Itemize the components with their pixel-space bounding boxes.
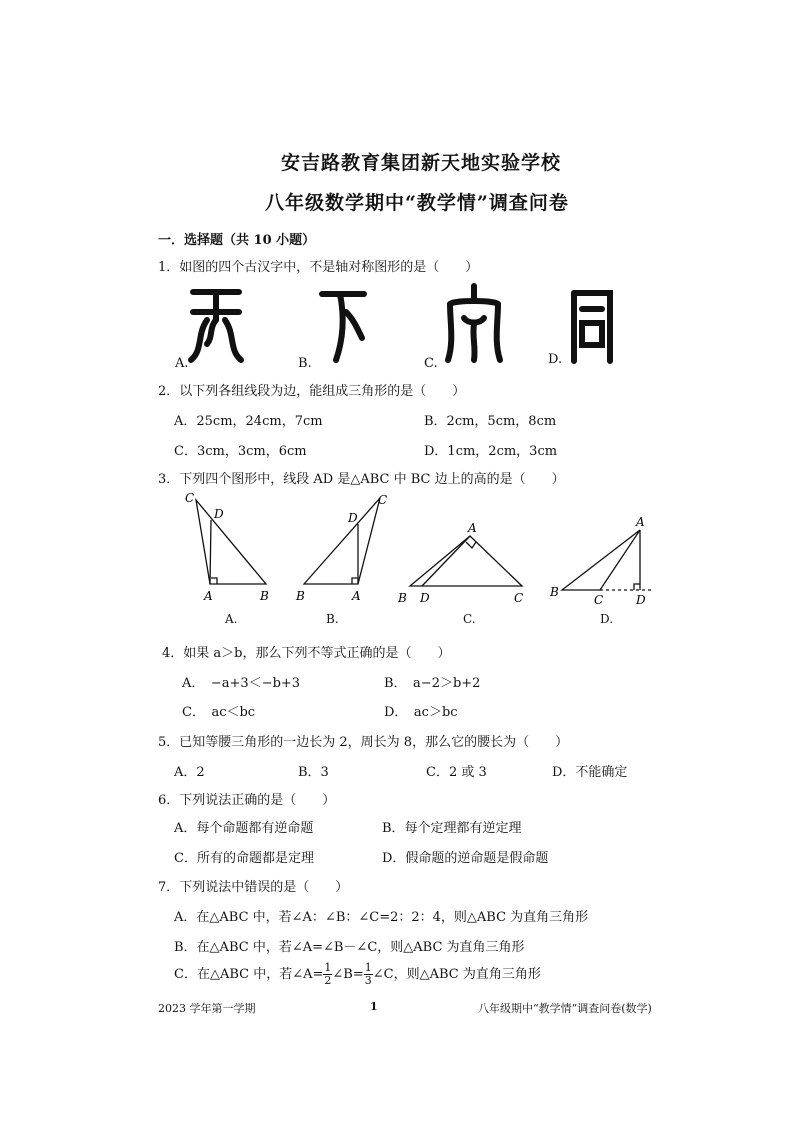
q4-option-c: C． ac＜bc — [182, 705, 256, 720]
q3-option-c: C. — [463, 612, 476, 626]
q2-option-d: D．1cm，2cm，3cm — [424, 444, 558, 459]
q7-c-post: ∠C，则△ABC 为直角三角形 — [372, 967, 541, 982]
fig-c-label-b: B — [398, 591, 407, 605]
q2-option-b: B．2cm，5cm，8cm — [424, 414, 557, 429]
fig-c-label-d: D — [420, 591, 430, 605]
question-2-stem: 2．以下列各组线段为边，能组成三角形的是（ ） — [158, 384, 466, 399]
q3-figure-d — [546, 514, 658, 606]
frac2-denominator: 3 — [364, 974, 372, 987]
q3-option-d: D. — [600, 612, 614, 626]
fig-a-label-d: D — [214, 507, 224, 521]
question-5-stem: 5．已知等腰三角形的一边长为 2，周长为 8，那么它的腰长为（ ） — [158, 735, 569, 750]
q5-option-c: C．2 或 3 — [426, 765, 487, 780]
fraction-one-third — [364, 962, 373, 987]
footer-term: 2023 学年第一学期 — [158, 1002, 256, 1015]
q3-option-a: A. — [225, 612, 238, 626]
fig-a-label-b: B — [260, 589, 269, 603]
question-4-stem: 4．如果 a＞b，那么下列不等式正确的是（ ） — [162, 646, 451, 661]
q4-option-b: B． a−2＞b+2 — [384, 676, 481, 691]
fig-c-label-a: A — [468, 521, 477, 535]
q1-option-a: A. — [175, 356, 189, 371]
fig-d-label-c: C — [594, 593, 604, 606]
frac1-denominator: 2 — [324, 974, 332, 987]
q7-c-mid: ∠B= — [332, 967, 364, 982]
q5-option-a: A．2 — [174, 765, 205, 780]
frac2-numerator: 1 — [364, 961, 372, 974]
q5-option-d: D．不能确定 — [552, 765, 628, 780]
fig-d-label-a: A — [636, 515, 645, 529]
q7-c-pre: C．在△ABC 中，若∠A= — [174, 967, 324, 982]
q6-option-d: D．假命题的逆命题是假命题 — [382, 851, 549, 866]
school-name: 安吉路教育集团新天地实验学校 — [281, 152, 562, 174]
fig-b-label-c: C — [378, 493, 388, 507]
ancient-glyph-tong-icon — [568, 285, 616, 365]
question-6-stem: 6．下列说法正确的是（ ） — [158, 793, 336, 808]
ancient-glyph-tian-icon — [185, 282, 247, 364]
exam-title: 八年级数学期中“教学情”调查问卷 — [265, 192, 569, 214]
q3-figure-c — [396, 518, 536, 606]
fig-a-label-c: C — [185, 491, 195, 505]
q1-option-c: C. — [424, 356, 438, 371]
fig-a-label-a: A — [204, 589, 213, 603]
q5-option-b: B．3 — [298, 765, 329, 780]
section-title: 一．选择题（共 10 小题） — [158, 233, 316, 248]
ancient-glyph-xia-icon — [318, 282, 368, 364]
q7-option-c — [174, 962, 541, 987]
q7-option-b: B．在△ABC 中，若∠A=∠B－∠C，则△ABC 为直角三角形 — [174, 940, 525, 955]
q4-option-a: A． −a+3＜−b+3 — [182, 676, 301, 691]
q3-figure-a — [180, 488, 280, 606]
q6-option-b: B．每个定理都有逆定理 — [382, 821, 522, 836]
ancient-glyph-xue-icon — [444, 282, 504, 364]
fig-d-label-b: B — [550, 585, 559, 599]
q6-option-c: C．所有的命题都是定理 — [174, 851, 314, 866]
fig-d-label-d: D — [636, 593, 646, 606]
q1-option-b: B. — [298, 356, 312, 371]
fig-b-label-b: B — [296, 589, 305, 603]
q7-option-a: A．在△ABC 中，若∠A：∠B：∠C=2：2：4，则△ABC 为直角三角形 — [174, 910, 589, 925]
frac1-numerator: 1 — [324, 961, 332, 974]
question-1-stem: 1．如图的四个古汉字中，不是轴对称图形的是（ ） — [158, 260, 479, 275]
footer-page-number: 1 — [370, 1000, 378, 1013]
question-3-stem: 3．下列四个图形中，线段 AD 是△ABC 中 BC 边上的高的是（ ） — [158, 472, 565, 487]
fig-b-label-d: D — [348, 511, 358, 525]
q2-option-c: C．3cm，3cm，6cm — [174, 444, 307, 459]
footer-doc-title: 八年级期中“教学情”调查问卷(数学) — [478, 1002, 652, 1015]
q6-option-a: A．每个命题都有逆命题 — [174, 821, 314, 836]
q4-option-d: D． ac＞bc — [384, 705, 458, 720]
q3-figure-b — [290, 488, 390, 606]
q3-option-b: B. — [326, 612, 339, 626]
q1-option-d: D. — [548, 352, 563, 367]
question-7-stem: 7．下列说法中错误的是（ ） — [158, 880, 349, 895]
fig-b-label-a: A — [352, 589, 361, 603]
fig-c-label-c: C — [514, 591, 524, 605]
q2-option-a: A．25cm，24cm，7cm — [174, 414, 323, 429]
